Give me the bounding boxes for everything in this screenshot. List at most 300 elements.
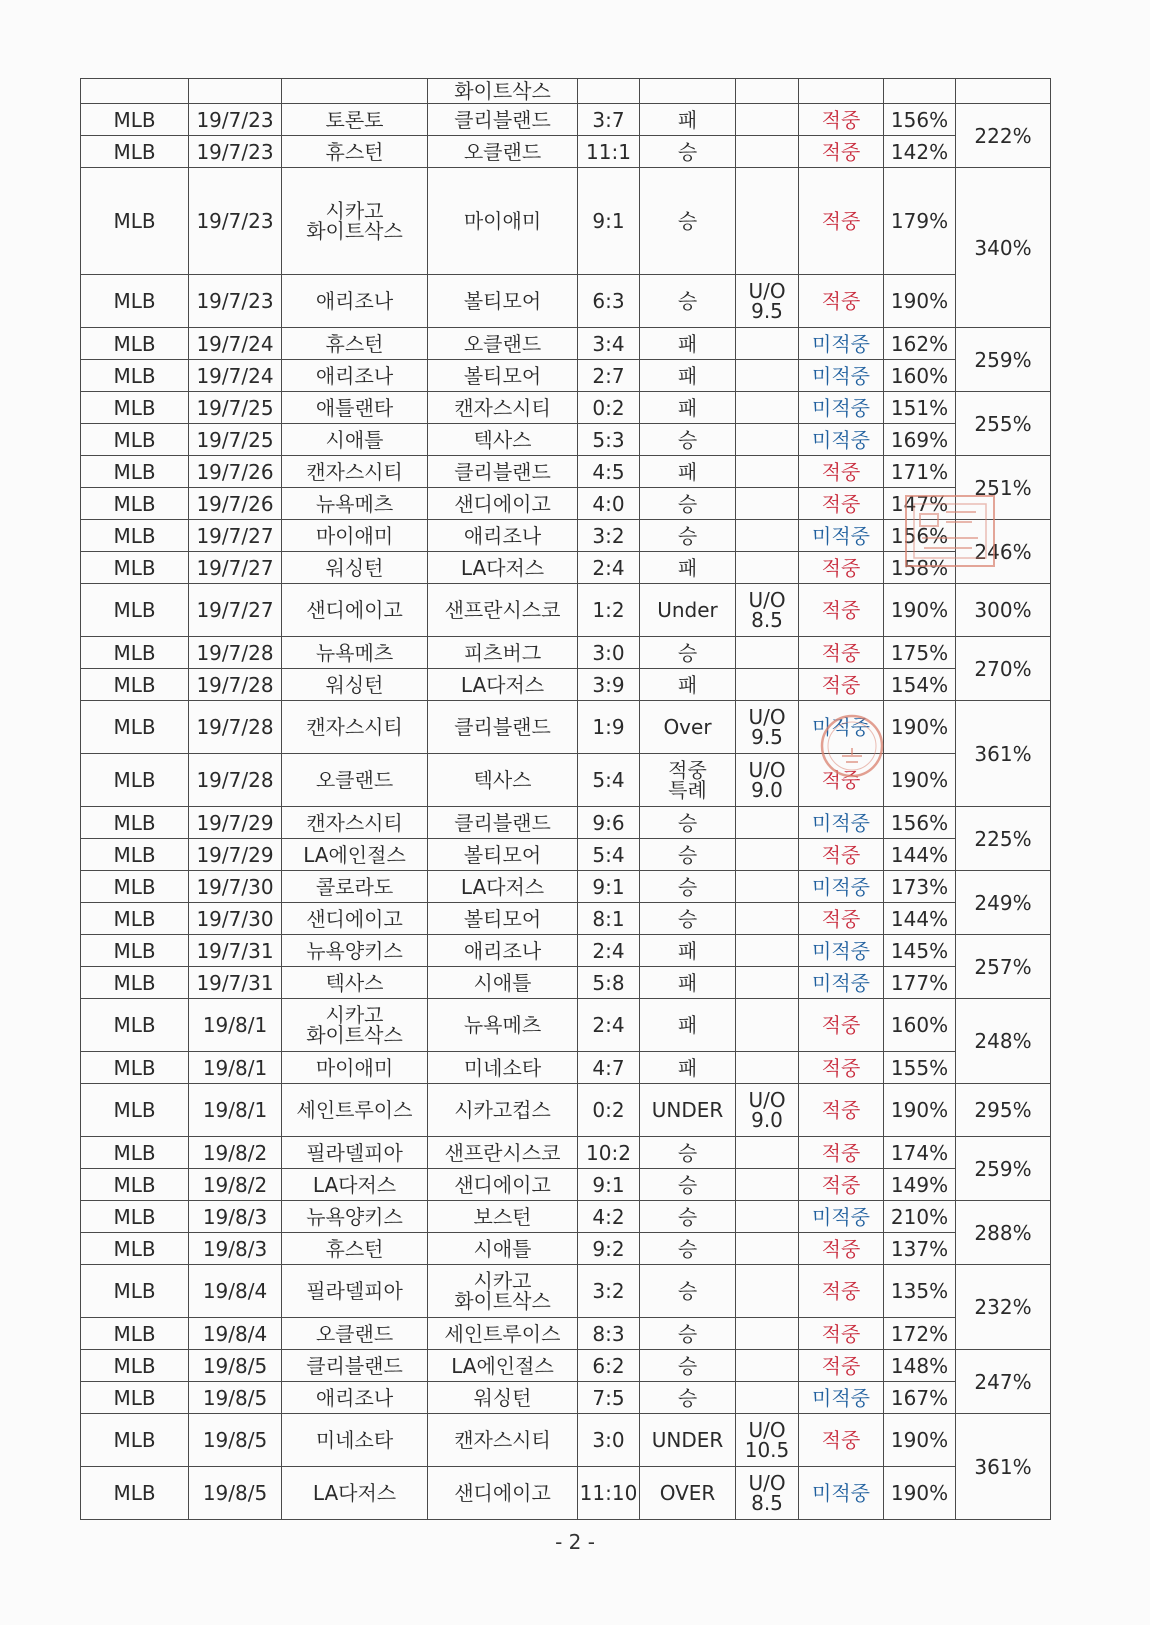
score-cell: 9:1 (578, 1169, 640, 1201)
home-team-cell: 세인트루이스 (282, 1084, 428, 1137)
table-row (81, 275, 1051, 328)
verdict-cell: 적중 (799, 1318, 884, 1350)
date-cell: 19/7/28 (189, 701, 282, 754)
away-team-cell: 샌디에이고 (428, 488, 578, 520)
date-cell: 19/8/5 (189, 1467, 282, 1520)
date-cell: 19/8/2 (189, 1137, 282, 1169)
line-cell: U/O 9.0 (736, 754, 799, 807)
date-cell: 19/8/1 (189, 1052, 282, 1084)
date-cell: 19/7/25 (189, 424, 282, 456)
away-team-cell: 오클랜드 (428, 136, 578, 168)
league-cell: MLB (81, 1265, 189, 1318)
score-cell: 0:2 (578, 1084, 640, 1137)
home-team-cell: 필라델피아 (282, 1137, 428, 1169)
rate-cell: 190% (884, 275, 956, 328)
line-cell (736, 1052, 799, 1084)
home-team-cell: 시카고 화이트삭스 (282, 168, 428, 275)
verdict-cell: 미적중 (799, 701, 884, 754)
table-row (81, 903, 1051, 935)
total-rate-cell: 249% (956, 871, 1051, 935)
home-team-cell: 텍사스 (282, 967, 428, 999)
verdict-cell: 미적중 (799, 1201, 884, 1233)
table-row (81, 392, 1051, 424)
verdict-cell: 적중 (799, 488, 884, 520)
rate-cell: 142% (884, 136, 956, 168)
score-cell: 9:6 (578, 807, 640, 839)
table-row (81, 328, 1051, 360)
rate-cell: 175% (884, 637, 956, 669)
away-team-cell: 캔자스시티 (428, 392, 578, 424)
date-cell: 19/8/2 (189, 1169, 282, 1201)
date-cell: 19/7/28 (189, 669, 282, 701)
rate-cell: 190% (884, 1467, 956, 1520)
away-team-cell: 텍사스 (428, 754, 578, 807)
result-cell: 승 (640, 839, 736, 871)
league-cell: MLB (81, 275, 189, 328)
verdict-cell: 적중 (799, 136, 884, 168)
away-team-cell: 오클랜드 (428, 328, 578, 360)
league-cell: MLB (81, 328, 189, 360)
result-cell: 승 (640, 903, 736, 935)
table-row (81, 584, 1051, 637)
league-cell: MLB (81, 1169, 189, 1201)
date-cell: 19/8/4 (189, 1265, 282, 1318)
verdict-cell: 적중 (799, 584, 884, 637)
league-cell: MLB (81, 1414, 189, 1467)
away-team-cell: 볼티모어 (428, 275, 578, 328)
result-cell: 승 (640, 807, 736, 839)
result-cell: 패 (640, 669, 736, 701)
date-cell: 19/8/3 (189, 1233, 282, 1265)
table-row (81, 967, 1051, 999)
result-cell: 패 (640, 935, 736, 967)
verdict-cell: 미적중 (799, 392, 884, 424)
rate-cell: 156% (884, 807, 956, 839)
rate-cell: 156% (884, 520, 956, 552)
league-cell: MLB (81, 424, 189, 456)
league-cell: MLB (81, 839, 189, 871)
home-team-cell: 캔자스시티 (282, 456, 428, 488)
date-cell: 19/7/26 (189, 456, 282, 488)
table-row (81, 360, 1051, 392)
rate-cell: 151% (884, 392, 956, 424)
line-cell (736, 967, 799, 999)
score-cell: 5:4 (578, 839, 640, 871)
verdict-cell: 적중 (799, 669, 884, 701)
date-cell: 19/7/30 (189, 903, 282, 935)
result-cell: 승 (640, 1201, 736, 1233)
score-cell: 2:7 (578, 360, 640, 392)
home-team-cell: 뉴욕메츠 (282, 637, 428, 669)
away-team-cell: 시카고컵스 (428, 1084, 578, 1137)
score-cell: 2:4 (578, 935, 640, 967)
league-cell: MLB (81, 1137, 189, 1169)
line-cell (736, 1137, 799, 1169)
league-cell: MLB (81, 999, 189, 1052)
away-team-cell: 클리블랜드 (428, 701, 578, 754)
result-cell: 승 (640, 1350, 736, 1382)
home-team-cell: 워싱턴 (282, 552, 428, 584)
league-cell: MLB (81, 360, 189, 392)
verdict-cell: 적중 (799, 637, 884, 669)
league-cell: MLB (81, 456, 189, 488)
result-cell: 승 (640, 1382, 736, 1414)
score-cell: 5:8 (578, 967, 640, 999)
home-team-cell: 뉴욕메츠 (282, 488, 428, 520)
line-cell (736, 935, 799, 967)
table-row (81, 839, 1051, 871)
away-team-cell: 미네소타 (428, 1052, 578, 1084)
away-team-cell: 피츠버그 (428, 637, 578, 669)
line-cell (736, 1201, 799, 1233)
total-rate-cell: 222% (956, 104, 1051, 168)
home-team-cell: 콜로라도 (282, 871, 428, 903)
rate-cell: 160% (884, 360, 956, 392)
result-cell: 승 (640, 275, 736, 328)
away-team-cell: 샌디에이고 (428, 1169, 578, 1201)
result-cell: 승 (640, 1137, 736, 1169)
date-cell: 19/7/24 (189, 328, 282, 360)
result-cell: UNDER (640, 1414, 736, 1467)
home-team-cell: 토론토 (282, 104, 428, 136)
score-cell: 7:5 (578, 1382, 640, 1414)
line-cell (736, 424, 799, 456)
score-cell: 3:2 (578, 520, 640, 552)
table-row (81, 1137, 1051, 1169)
verdict-cell: 미적중 (799, 520, 884, 552)
score-cell: 5:3 (578, 424, 640, 456)
result-cell: 승 (640, 136, 736, 168)
away-team-cell: 볼티모어 (428, 360, 578, 392)
date-cell: 19/7/24 (189, 360, 282, 392)
date-cell: 19/8/1 (189, 999, 282, 1052)
league-cell: MLB (81, 1467, 189, 1520)
league-cell: MLB (81, 584, 189, 637)
league-cell: MLB (81, 488, 189, 520)
table-row (81, 1318, 1051, 1350)
score-cell: 3:0 (578, 637, 640, 669)
rate-cell: 190% (884, 1414, 956, 1467)
result-cell: 패 (640, 392, 736, 424)
away-team-cell: LA다저스 (428, 871, 578, 903)
table-row (81, 1350, 1051, 1382)
table-row (81, 701, 1051, 754)
table-row (81, 168, 1051, 275)
verdict-cell: 미적중 (799, 360, 884, 392)
total-rate-cell: 225% (956, 807, 1051, 871)
away-team-cell: LA다저스 (428, 669, 578, 701)
betting-record-table (80, 78, 1051, 1520)
score-cell: 2:4 (578, 999, 640, 1052)
home-team-cell: 애리조나 (282, 360, 428, 392)
date-cell: 19/7/23 (189, 136, 282, 168)
away-team-cell: 워싱턴 (428, 1382, 578, 1414)
total-rate-cell: 259% (956, 1137, 1051, 1201)
rate-cell: 137% (884, 1233, 956, 1265)
line-cell (736, 552, 799, 584)
league-cell: MLB (81, 967, 189, 999)
rate-cell: 190% (884, 1084, 956, 1137)
line-cell (736, 871, 799, 903)
score-cell: 2:4 (578, 552, 640, 584)
table-row (81, 104, 1051, 136)
line-cell (736, 669, 799, 701)
date-cell: 19/7/29 (189, 839, 282, 871)
line-cell (736, 520, 799, 552)
away-team-cell: 샌디에이고 (428, 1467, 578, 1520)
verdict-cell: 적중 (799, 456, 884, 488)
rate-cell: 190% (884, 754, 956, 807)
total-rate-cell: 251% (956, 456, 1051, 520)
score-cell: 3:7 (578, 104, 640, 136)
total-rate-cell: 361% (956, 701, 1051, 807)
score-cell: 9:1 (578, 168, 640, 275)
table-row (81, 1084, 1051, 1137)
home-team-cell: 휴스턴 (282, 136, 428, 168)
home-team-cell: 마이애미 (282, 1052, 428, 1084)
result-cell: 승 (640, 1318, 736, 1350)
league-cell: MLB (81, 552, 189, 584)
verdict-cell: 미적중 (799, 871, 884, 903)
league-cell: MLB (81, 136, 189, 168)
date-cell: 19/7/23 (189, 168, 282, 275)
table-row (81, 456, 1051, 488)
line-cell (736, 637, 799, 669)
away-team-cell: LA에인절스 (428, 1350, 578, 1382)
rate-cell: 156% (884, 104, 956, 136)
verdict-cell: 적중 (799, 275, 884, 328)
total-rate-cell: 270% (956, 637, 1051, 701)
away-team-cell: 세인트루이스 (428, 1318, 578, 1350)
league-cell: MLB (81, 871, 189, 903)
result-cell: 패 (640, 967, 736, 999)
table-row (81, 488, 1051, 520)
result-cell: 패 (640, 1052, 736, 1084)
score-cell: 11:1 (578, 136, 640, 168)
line-cell (736, 807, 799, 839)
score-cell: 9:1 (578, 871, 640, 903)
line-cell (736, 104, 799, 136)
rate-cell: 162% (884, 328, 956, 360)
league-cell: MLB (81, 1233, 189, 1265)
away-team-cell: 볼티모어 (428, 903, 578, 935)
line-cell (736, 328, 799, 360)
line-cell (736, 903, 799, 935)
line-cell (736, 1382, 799, 1414)
verdict-cell: 적중 (799, 754, 884, 807)
home-team-cell: LA다저스 (282, 1467, 428, 1520)
home-team-cell: LA다저스 (282, 1169, 428, 1201)
result-cell: 승 (640, 1169, 736, 1201)
away-team-cell: LA다저스 (428, 552, 578, 584)
date-cell: 19/8/3 (189, 1201, 282, 1233)
away-team-cell: 클리블랜드 (428, 807, 578, 839)
date-cell: 19/7/25 (189, 392, 282, 424)
league-cell: MLB (81, 935, 189, 967)
home-team-cell: 캔자스시티 (282, 701, 428, 754)
league-cell: MLB (81, 637, 189, 669)
line-cell (736, 392, 799, 424)
line-cell (736, 1318, 799, 1350)
result-cell: 승 (640, 424, 736, 456)
verdict-cell: 적중 (799, 552, 884, 584)
rate-cell: 155% (884, 1052, 956, 1084)
verdict-cell: 적중 (799, 1052, 884, 1084)
line-cell (736, 1350, 799, 1382)
home-team-cell: 시애틀 (282, 424, 428, 456)
away-team-cell: 볼티모어 (428, 839, 578, 871)
date-cell: 19/7/27 (189, 520, 282, 552)
league-cell: MLB (81, 520, 189, 552)
league-cell: MLB (81, 104, 189, 136)
line-cell (736, 360, 799, 392)
verdict-cell: 적중 (799, 1137, 884, 1169)
verdict-cell: 미적중 (799, 328, 884, 360)
home-team-cell: 애틀랜타 (282, 392, 428, 424)
score-cell: 4:0 (578, 488, 640, 520)
rate-cell: 148% (884, 1350, 956, 1382)
rate-cell: 167% (884, 1382, 956, 1414)
rate-cell: 160% (884, 999, 956, 1052)
league-cell: MLB (81, 1350, 189, 1382)
home-team-cell: 캔자스시티 (282, 807, 428, 839)
verdict-cell: 미적중 (799, 424, 884, 456)
score-cell: 3:2 (578, 1265, 640, 1318)
table-row (81, 520, 1051, 552)
league-cell: MLB (81, 1052, 189, 1084)
line-cell (736, 1169, 799, 1201)
result-cell: 승 (640, 871, 736, 903)
table-row (81, 1052, 1051, 1084)
rate-cell: 190% (884, 584, 956, 637)
date-cell: 19/7/26 (189, 488, 282, 520)
result-cell: 승 (640, 168, 736, 275)
away-team-cell: 샌프란시스코 (428, 1137, 578, 1169)
rate-cell: 149% (884, 1169, 956, 1201)
score-cell: 1:9 (578, 701, 640, 754)
away-team-cell: 클리블랜드 (428, 104, 578, 136)
table-row (81, 935, 1051, 967)
total-rate-cell: 246% (956, 520, 1051, 584)
line-cell: U/O 9.0 (736, 1084, 799, 1137)
table-row (81, 754, 1051, 807)
line-cell: U/O 8.5 (736, 1467, 799, 1520)
verdict-cell: 적중 (799, 168, 884, 275)
home-team-cell: 뉴욕양키스 (282, 935, 428, 967)
rate-cell: 135% (884, 1265, 956, 1318)
line-cell: U/O 8.5 (736, 584, 799, 637)
rate-cell: 158% (884, 552, 956, 584)
away-team-cell: 보스턴 (428, 1201, 578, 1233)
away-team-cell: 시애틀 (428, 1233, 578, 1265)
table-row (81, 1467, 1051, 1520)
verdict-cell: 적중 (799, 1084, 884, 1137)
total-rate-cell: 300% (956, 584, 1051, 637)
score-cell: 9:2 (578, 1233, 640, 1265)
result-cell: 적중 특례 (640, 754, 736, 807)
line-cell (736, 168, 799, 275)
result-cell: Under (640, 584, 736, 637)
date-cell: 19/7/28 (189, 637, 282, 669)
away-team-cell: 애리조나 (428, 935, 578, 967)
score-cell: 10:2 (578, 1137, 640, 1169)
table-row (81, 552, 1051, 584)
verdict-cell: 적중 (799, 1265, 884, 1318)
total-rate-cell: 255% (956, 392, 1051, 456)
date-cell: 19/7/29 (189, 807, 282, 839)
table-row (81, 1169, 1051, 1201)
league-cell: MLB (81, 392, 189, 424)
table-row (81, 424, 1051, 456)
score-cell: 5:4 (578, 754, 640, 807)
date-cell: 19/7/31 (189, 935, 282, 967)
rate-cell: 173% (884, 871, 956, 903)
verdict-cell: 적중 (799, 1414, 884, 1467)
league-cell: MLB (81, 1318, 189, 1350)
league-cell: MLB (81, 669, 189, 701)
league-cell: MLB (81, 754, 189, 807)
result-cell: 패 (640, 360, 736, 392)
line-cell (736, 1233, 799, 1265)
line-cell: U/O 9.5 (736, 275, 799, 328)
home-team-cell: 오클랜드 (282, 754, 428, 807)
home-team-cell: 샌디에이고 (282, 903, 428, 935)
away-team-cell: 텍사스 (428, 424, 578, 456)
date-cell: 19/7/23 (189, 104, 282, 136)
home-team-cell: LA에인절스 (282, 839, 428, 871)
home-team-cell: 애리조나 (282, 275, 428, 328)
home-team-cell: 애리조나 (282, 1382, 428, 1414)
rate-cell: 147% (884, 488, 956, 520)
home-team-cell: 워싱턴 (282, 669, 428, 701)
result-cell: UNDER (640, 1084, 736, 1137)
away-team-cell: 클리블랜드 (428, 456, 578, 488)
date-cell: 19/8/5 (189, 1414, 282, 1467)
continued-team-cell: 화이트삭스 (428, 79, 578, 104)
rate-cell: 144% (884, 903, 956, 935)
rate-cell: 190% (884, 701, 956, 754)
away-team-cell: 시애틀 (428, 967, 578, 999)
score-cell: 0:2 (578, 392, 640, 424)
table-row (81, 999, 1051, 1052)
line-cell: U/O 9.5 (736, 701, 799, 754)
total-rate-cell: 361% (956, 1414, 1051, 1520)
away-team-cell: 시카고 화이트삭스 (428, 1265, 578, 1318)
home-team-cell: 클리블랜드 (282, 1350, 428, 1382)
rate-cell: 179% (884, 168, 956, 275)
score-cell: 4:5 (578, 456, 640, 488)
result-cell: 승 (640, 520, 736, 552)
page-number: - 2 - (555, 1530, 595, 1554)
verdict-cell: 적중 (799, 999, 884, 1052)
score-cell: 1:2 (578, 584, 640, 637)
away-team-cell: 뉴욕메츠 (428, 999, 578, 1052)
line-cell (736, 1265, 799, 1318)
home-team-cell: 샌디에이고 (282, 584, 428, 637)
score-cell: 4:2 (578, 1201, 640, 1233)
date-cell: 19/7/23 (189, 275, 282, 328)
home-team-cell: 미네소타 (282, 1414, 428, 1467)
verdict-cell: 미적중 (799, 935, 884, 967)
verdict-cell: 적중 (799, 1350, 884, 1382)
date-cell: 19/7/27 (189, 584, 282, 637)
date-cell: 19/8/5 (189, 1382, 282, 1414)
rate-cell: 172% (884, 1318, 956, 1350)
total-rate-cell: 247% (956, 1350, 1051, 1414)
rate-cell: 177% (884, 967, 956, 999)
result-cell: 패 (640, 999, 736, 1052)
rate-cell: 145% (884, 935, 956, 967)
